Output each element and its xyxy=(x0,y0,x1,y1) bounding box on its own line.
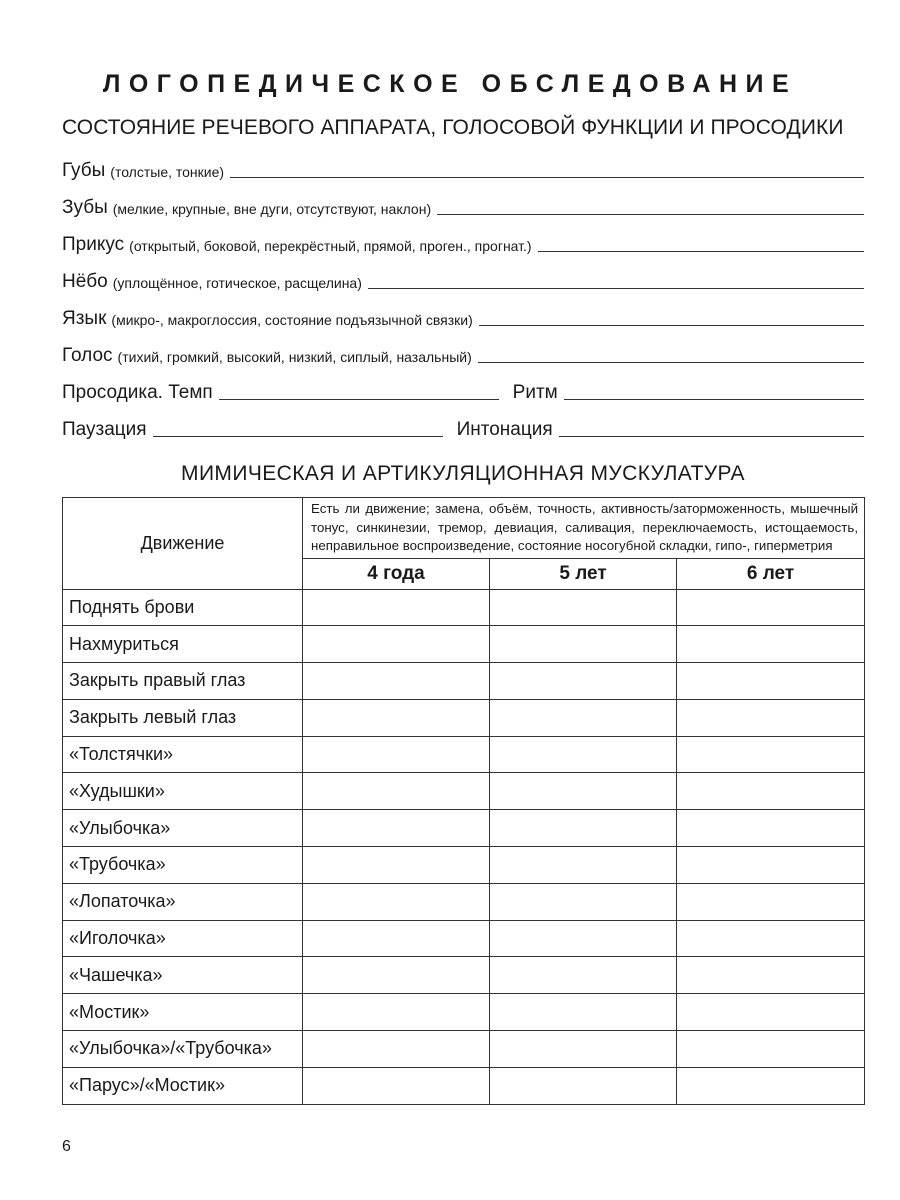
criteria-description: Есть ли движение; замена, объём, точность, активность/заторможенность, мышечный тонус, синкинезии, тремор, девиация, саливация, переключаемость, истощаемость, неправильное воспроизведение, состояние носогубной складки, гипо-, гиперметрия xyxy=(303,498,865,559)
field-hint: (мелкие, крупные, вне дуги, отсутствуют, наклон) xyxy=(112,201,432,217)
cell-age-4[interactable] xyxy=(303,663,490,700)
cell-age-5[interactable] xyxy=(490,847,677,884)
cell-age-6[interactable] xyxy=(677,883,865,920)
field-label: Голос xyxy=(62,345,113,366)
voice-input-line[interactable] xyxy=(478,361,864,363)
table-row xyxy=(63,1031,865,1068)
movement-label: Нахмуриться xyxy=(63,626,303,663)
cell-age-5[interactable] xyxy=(490,957,677,994)
pause-label: Паузация xyxy=(62,419,147,440)
tempo-label: Просодика. Темп xyxy=(62,382,213,403)
field-hint: (открытый, боковой, перекрёстный, прямой, проген., прогнат.) xyxy=(129,238,532,254)
movement-label: «Улыбочка» xyxy=(63,810,303,847)
table-row xyxy=(63,920,865,957)
cell-age-5[interactable] xyxy=(490,626,677,663)
cell-age-4[interactable] xyxy=(303,883,490,920)
age-header-6: 6 лет xyxy=(677,558,865,589)
field-hint: (уплощённое, готическое, расщелина) xyxy=(112,275,362,291)
field-label: Губы xyxy=(62,160,106,181)
movement-label: «Чашечка» xyxy=(63,957,303,994)
cell-age-4[interactable] xyxy=(303,1067,490,1104)
table-row xyxy=(63,1067,865,1104)
field-label: Нёбо xyxy=(62,271,108,292)
table-row xyxy=(63,994,865,1031)
cell-age-6[interactable] xyxy=(677,994,865,1031)
cell-age-6[interactable] xyxy=(677,957,865,994)
bite-field xyxy=(62,228,864,256)
lips-field xyxy=(62,154,864,182)
table-row xyxy=(63,957,865,994)
voice-field xyxy=(62,339,864,367)
cell-age-5[interactable] xyxy=(490,773,677,810)
cell-age-6[interactable] xyxy=(677,920,865,957)
cell-age-6[interactable] xyxy=(677,589,865,626)
movement-label: «Лопаточка» xyxy=(63,883,303,920)
cell-age-4[interactable] xyxy=(303,957,490,994)
table-row xyxy=(63,626,865,663)
cell-age-4[interactable] xyxy=(303,847,490,884)
palate-field xyxy=(62,265,864,293)
table-row xyxy=(63,699,865,736)
teeth-field xyxy=(62,191,864,219)
age-header-5: 5 лет xyxy=(490,558,677,589)
pause-input-line[interactable] xyxy=(153,435,443,437)
cell-age-6[interactable] xyxy=(677,1031,865,1068)
movement-label: «Трубочка» xyxy=(63,847,303,884)
movement-label: Поднять брови xyxy=(63,589,303,626)
table-row xyxy=(63,773,865,810)
cell-age-5[interactable] xyxy=(490,920,677,957)
age-header-4: 4 года xyxy=(303,558,490,589)
cell-age-5[interactable] xyxy=(490,663,677,700)
movement-label: «Мостик» xyxy=(63,994,303,1031)
tongue-input-line[interactable] xyxy=(479,324,864,326)
cell-age-5[interactable] xyxy=(490,589,677,626)
cell-age-6[interactable] xyxy=(677,1067,865,1104)
page-title: ЛОГОПЕДИЧЕСКОЕ ОБСЛЕДОВАНИЕ xyxy=(102,70,798,98)
cell-age-6[interactable] xyxy=(677,773,865,810)
table-row xyxy=(63,847,865,884)
intonation-input-line[interactable] xyxy=(559,435,864,437)
cell-age-4[interactable] xyxy=(303,920,490,957)
field-hint: (тихий, громкий, высокий, низкий, сиплый, назальный) xyxy=(117,349,472,365)
movement-label: Закрыть левый глаз xyxy=(63,699,303,736)
tongue-field xyxy=(62,302,864,330)
movement-label: Закрыть правый глаз xyxy=(63,663,303,700)
movement-label: «Худышки» xyxy=(63,773,303,810)
cell-age-6[interactable] xyxy=(677,699,865,736)
cell-age-5[interactable] xyxy=(490,994,677,1031)
field-hint: (толстые, тонкие) xyxy=(110,164,225,180)
cell-age-5[interactable] xyxy=(490,736,677,773)
cell-age-4[interactable] xyxy=(303,810,490,847)
table-row xyxy=(63,663,865,700)
cell-age-6[interactable] xyxy=(677,810,865,847)
cell-age-6[interactable] xyxy=(677,847,865,884)
bite-input-line[interactable] xyxy=(538,250,864,252)
section-title: МИМИЧЕСКАЯ И АРТИКУЛЯЦИОННАЯ МУСКУЛАТУРА xyxy=(181,462,745,485)
cell-age-4[interactable] xyxy=(303,699,490,736)
movement-label: «Парус»/«Мостик» xyxy=(63,1067,303,1104)
cell-age-5[interactable] xyxy=(490,883,677,920)
movement-label: «Толстячки» xyxy=(63,736,303,773)
cell-age-4[interactable] xyxy=(303,1031,490,1068)
rhythm-input-line[interactable] xyxy=(564,398,864,400)
cell-age-4[interactable] xyxy=(303,773,490,810)
field-hint: (микро-, макроглоссия, состояние подъязычной связки) xyxy=(111,312,473,328)
cell-age-5[interactable] xyxy=(490,1067,677,1104)
movement-label: «Иголочка» xyxy=(63,920,303,957)
cell-age-6[interactable] xyxy=(677,626,865,663)
movement-header: Движение xyxy=(63,498,303,590)
table-row xyxy=(63,810,865,847)
table-row xyxy=(63,883,865,920)
section-subtitle: СОСТОЯНИЕ РЕЧЕВОГО АППАРАТА, ГОЛОСОВОЙ ФУНКЦИИ И ПРОСОДИКИ xyxy=(62,116,844,139)
articulation-table xyxy=(62,497,865,1105)
page-number: 6 xyxy=(62,1138,71,1155)
cell-age-4[interactable] xyxy=(303,994,490,1031)
table-row xyxy=(63,736,865,773)
cell-age-4[interactable] xyxy=(303,736,490,773)
movement-label: «Улыбочка»/«Трубочка» xyxy=(63,1031,303,1068)
field-label: Язык xyxy=(62,308,107,329)
rhythm-label: Ритм xyxy=(512,382,558,403)
cell-age-5[interactable] xyxy=(490,810,677,847)
field-label: Зубы xyxy=(62,197,108,218)
teeth-input-line[interactable] xyxy=(437,213,864,215)
palate-input-line[interactable] xyxy=(368,287,864,289)
tempo-rhythm-row xyxy=(62,376,864,404)
cell-age-5[interactable] xyxy=(490,699,677,736)
intonation-label: Интонация xyxy=(456,419,553,440)
lips-input-line[interactable] xyxy=(230,176,864,178)
cell-age-5[interactable] xyxy=(490,1031,677,1068)
cell-age-6[interactable] xyxy=(677,736,865,773)
field-label: Прикус xyxy=(62,234,125,255)
cell-age-4[interactable] xyxy=(303,589,490,626)
table-row xyxy=(63,589,865,626)
pause-intonation-row xyxy=(62,413,864,441)
cell-age-6[interactable] xyxy=(677,663,865,700)
tempo-input-line[interactable] xyxy=(219,398,499,400)
cell-age-4[interactable] xyxy=(303,626,490,663)
